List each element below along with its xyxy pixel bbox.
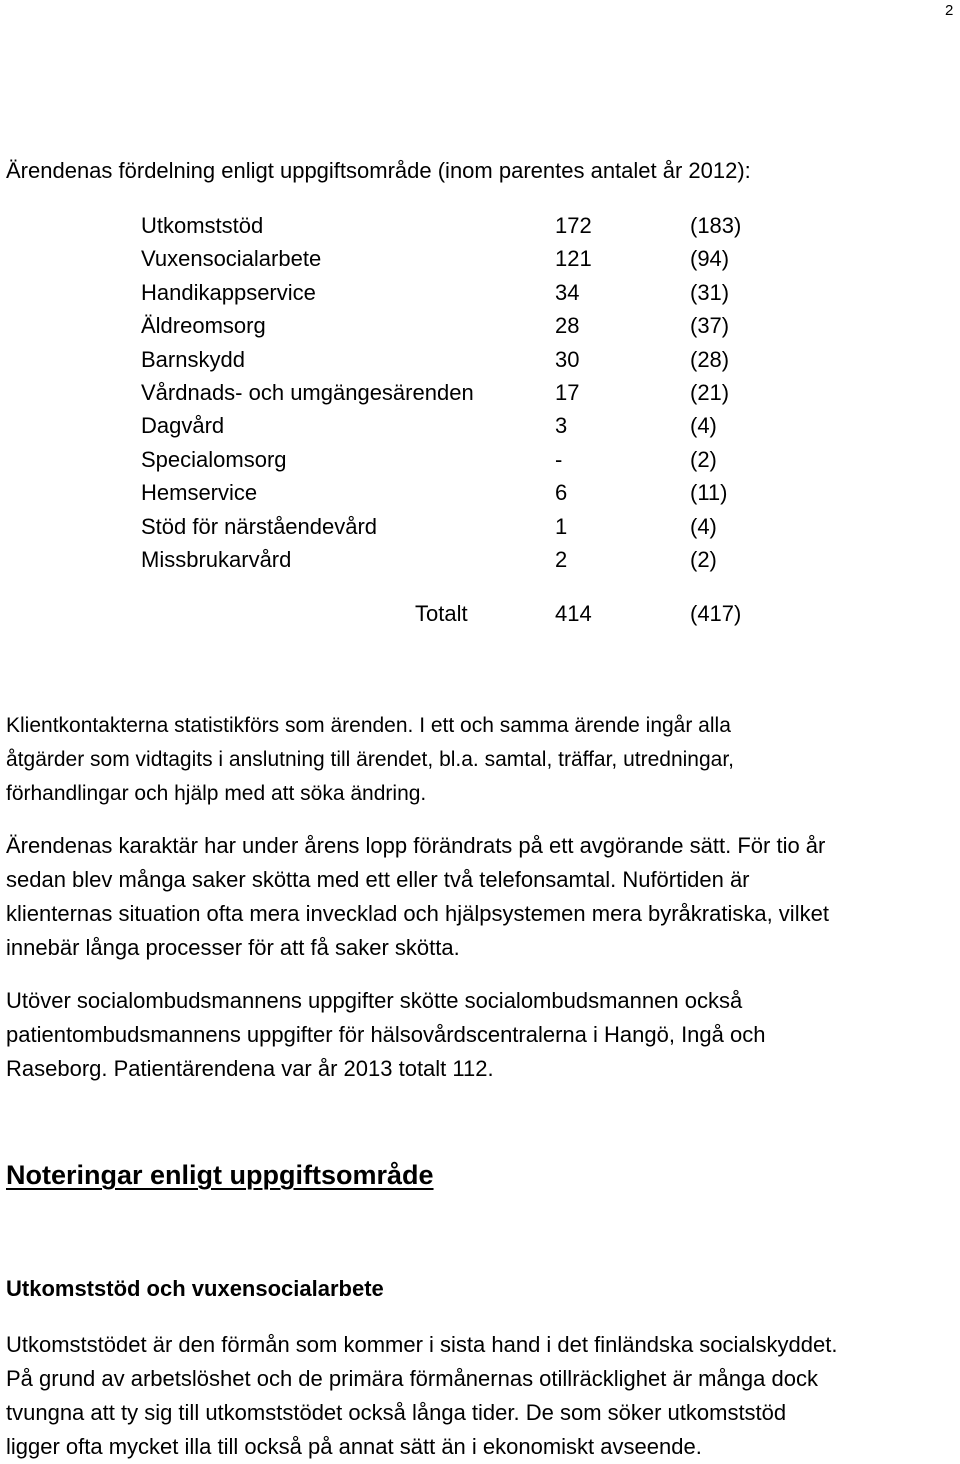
paragraph-line: förhandlingar och hjälp med att söka ändring.	[6, 782, 427, 805]
row-category: Stöd för närståendevård	[141, 513, 378, 539]
section-subheading: Utkomststöd och vuxensocialarbete	[6, 1276, 384, 1301]
paragraph-patient-ombudsman	[6, 984, 956, 1086]
row-value: 2	[555, 547, 568, 572]
paragraph-client-contacts	[6, 709, 956, 811]
section-heading: Noteringar enligt uppgiftsområde	[6, 1160, 434, 1190]
row-previous-value: (2)	[690, 547, 717, 572]
row-category: Vuxensocialarbete	[141, 246, 322, 272]
page-number: 2	[945, 2, 954, 19]
row-category: Specialomsorg	[141, 446, 287, 472]
paragraph-line: innebär långa processer för att få saker skötta.	[6, 935, 460, 960]
row-previous-value: (183)	[690, 213, 742, 238]
row-category: Dagvård	[141, 413, 225, 439]
paragraph-case-character	[6, 829, 956, 965]
paragraph-line: Ärendenas karaktär har under årens lopp förändrats på ett avgörande sätt. För tio år	[6, 833, 826, 858]
paragraph-line: Klientkontakterna statistikförs som ärenden. I ett och samma ärende ingår alla	[6, 714, 731, 737]
paragraph-line: ligger ofta mycket illa till också på annat sätt än i ekonomiskt avseende.	[6, 1434, 702, 1459]
row-previous-value: (4)	[690, 413, 717, 439]
total-label: Totalt	[415, 601, 468, 626]
row-category: Utkomststöd	[141, 213, 264, 238]
row-value: 1	[555, 513, 568, 539]
row-previous-value: (94)	[690, 246, 730, 272]
row-value: 6	[555, 480, 568, 506]
paragraph-line: sedan blev många saker skötta med ett eller två telefonsamtal. Nuförtiden är	[6, 867, 750, 892]
row-previous-value: (2)	[690, 446, 717, 472]
paragraph-line: patientombudsmannens uppgifter för hälsovårdscentralerna i Hangö, Ingå och	[6, 1022, 766, 1047]
row-category: Handikappservice	[141, 279, 316, 305]
paragraph-line: tvungna att ty sig till utkomststödet också långa tider. De som söker utkomststöd	[6, 1400, 787, 1425]
row-value: 28	[555, 313, 580, 339]
row-previous-value: (21)	[690, 380, 730, 405]
row-category: Vårdnads- och umgängesärenden	[141, 380, 474, 405]
paragraph-line: åtgärder som vidtagits i anslutning till ärendet, bl.a. samtal, träffar, utredningar,	[6, 748, 735, 771]
row-previous-value: (11)	[690, 480, 728, 506]
paragraph-line: klienternas situation ofta mera invecklad och hjälpsystemen mera byråkratiska, vilket	[6, 901, 829, 926]
row-value: 3	[555, 413, 568, 439]
row-value: 17	[555, 380, 580, 405]
row-value: 172	[555, 213, 592, 238]
paragraph-income-support	[6, 1328, 956, 1464]
row-value: 121	[555, 246, 592, 272]
total-previous-value: (417)	[690, 601, 742, 626]
paragraph-line: Utkomststödet är den förmån som kommer i sista hand i det finländska socialskyddet.	[6, 1332, 838, 1357]
row-previous-value: (28)	[690, 346, 730, 372]
total-value: 414	[555, 601, 592, 626]
row-category: Hemservice	[141, 480, 258, 506]
row-value: 34	[555, 279, 580, 305]
row-category: Barnskydd	[141, 346, 245, 372]
row-previous-value: (37)	[690, 313, 730, 339]
paragraph-line: På grund av arbetslöshet och de primära förmånernas otillräcklighet är många dock	[6, 1366, 818, 1391]
intro-text: Ärendenas fördelning enligt uppgiftsområde (inom parentes antalet år 2012):	[6, 158, 751, 183]
row-previous-value: (31)	[690, 279, 730, 305]
paragraph-line: Raseborg. Patientärendena var år 2013 totalt 112.	[6, 1056, 494, 1081]
row-category: Äldreomsorg	[141, 313, 266, 339]
row-value: -	[555, 446, 563, 472]
row-category: Missbrukarvård	[141, 547, 292, 572]
row-previous-value: (4)	[690, 513, 717, 539]
paragraph-line: Utöver socialombudsmannens uppgifter skötte socialombudsmannen också	[6, 988, 743, 1013]
row-value: 30	[555, 346, 580, 372]
